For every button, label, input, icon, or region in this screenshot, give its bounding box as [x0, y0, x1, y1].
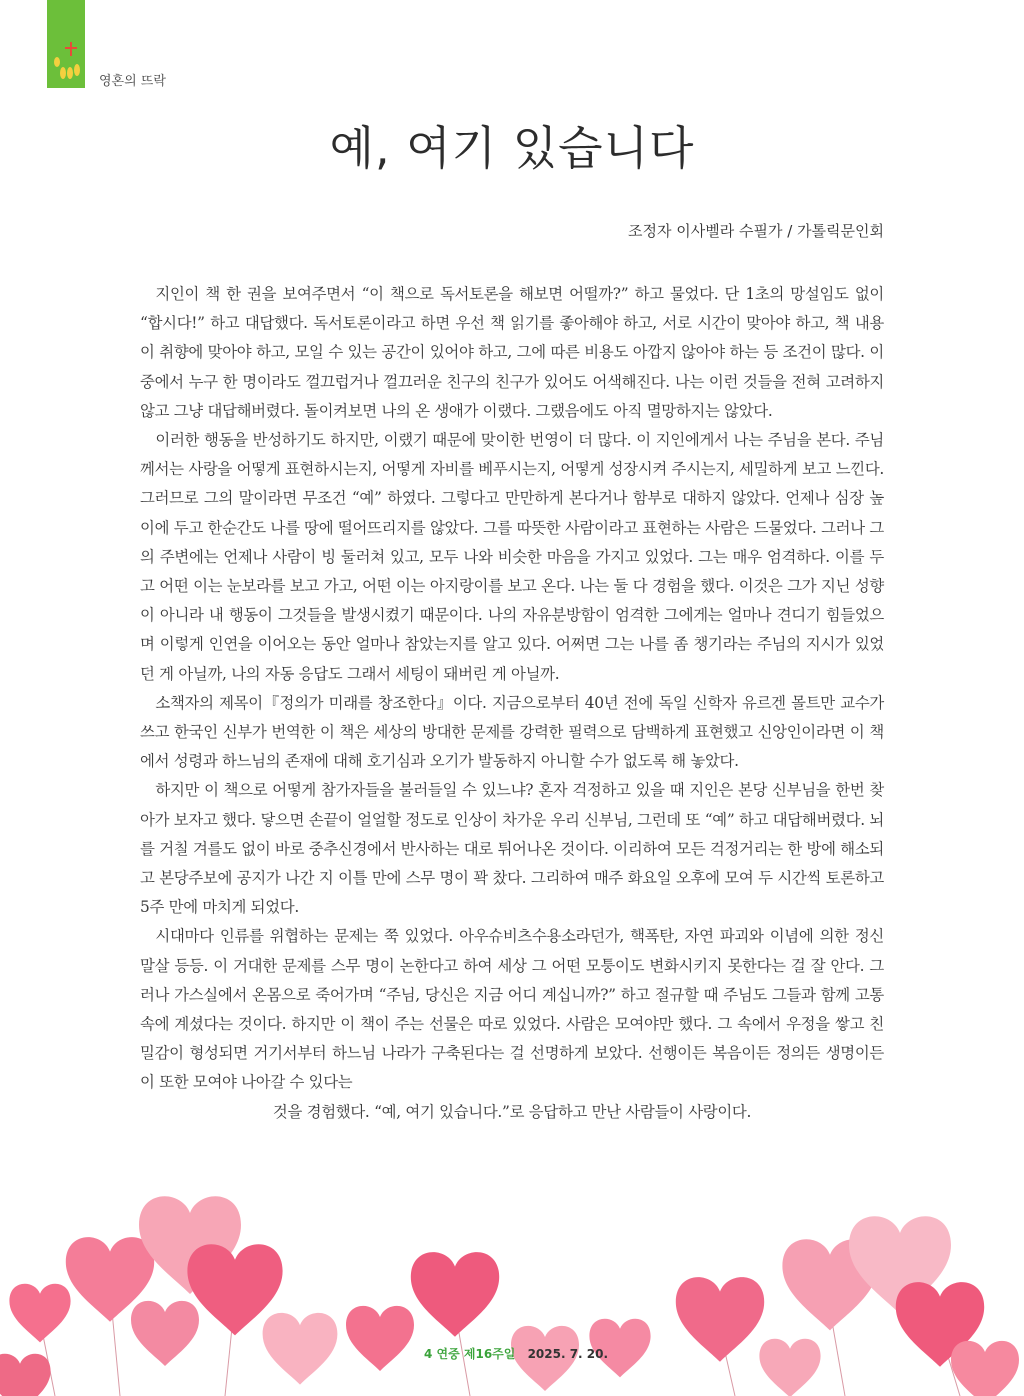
heart-balloon	[0, 1354, 51, 1396]
heart-balloon	[9, 1284, 70, 1343]
article-title: 예, 여기 있습니다	[329, 121, 695, 175]
paragraph: 시대마다 인류를 위협하는 문제는 쭉 있었다. 아우슈비츠수용소라던가, 핵폭탄, 자연 파괴와 이념에 의한 정신 말살 등등. 이 거대한 문제를 스무 명이 논한다고 하여 세상 그 어떤 모퉁이도 변화시키지 못한다는 걸 잘 안다. 그러나 가스실에서 온몸으로 죽어가며 “주님, 당신은 지금 어디 계십니까?” 하고 절규할 때 주님도 그들과 함께 고통 속에 계셨다는 것이다. 하지만 이 책이 주는 선물은 따로 있었다. 사람은 모여야만 했다. 그 속에서 우정을 쌓고 친밀감이 형성되면 거기서부터 하느님 나라가 구축된다는 걸 선명하게 보았다. 선행이든 복음이든 정의든 생명이든 이 또한 모여야 나아갈 수 있다는	[140, 927, 884, 1092]
article-author: 조정자 이사벨라 수필가 / 가톨릭문인회	[628, 222, 884, 240]
heart-balloon	[346, 1306, 414, 1371]
heart-balloon	[263, 1313, 338, 1385]
page-footer	[424, 1345, 608, 1362]
paragraph: 소책자의 제목이『정의가 미래를 창조한다』이다. 지금으로부터 40년 전에 독일 신학자 유르겐 몰트만 교수가 쓰고 한국인 신부가 번역한 이 책은 세상의 방대한 문제를 강력한 필력으로 담백하게 표현했고 신앙인이라면 이 책에서 성령과 하느님의 존재에 대해 호기심과 오기가 발동하지 아니할 수가 없도록 해 놓았다.	[140, 693, 884, 771]
heart-balloon	[759, 1339, 820, 1396]
issue-date: 2025. 7. 20.	[527, 1347, 609, 1361]
closing-line: 것을 경험했다. “예, 여기 있습니다.”로 응답하고 만난 사람들이 사랑이다.	[272, 1102, 752, 1121]
wheat-cross-icon	[47, 40, 85, 88]
heart-balloon	[951, 1341, 1019, 1396]
heart-balloon	[676, 1277, 764, 1362]
paragraph: 하지만 이 책으로 어떻게 참가자들을 불러들일 수 있느냐? 혼자 걱정하고 있을 때 지인은 본당 신부님을 한번 찾아가 보자고 했다. 닿으면 손끝이 얼얼할 정도로 인상이 차가운 우리 신부님, 그런데 또 “예” 하고 대답해버렸다. 뇌를 거칠 겨를도 없이 바로 중추신경에서 반사하는 대로 튀어나온 것이다. 이리하여 모든 걱정거리는 한 방에 해소되고 본당주보에 공지가 나간 지 이틀 만에 스무 명이 꽉 찼다. 그리하여 매주 화요일 오후에 모여 두 시간씩 토론하고 5주 만에 마치게 되었다.	[140, 781, 884, 917]
section-tab	[47, 0, 85, 88]
issue-label: 4 연중 제16주일	[424, 1347, 516, 1361]
heart-balloon	[411, 1252, 499, 1337]
heart-balloons-illustration	[0, 1180, 1024, 1396]
paragraph: 지인이 책 한 권을 보여주면서 “이 책으로 독서토론을 해보면 어떨까?” 하고 물었다. 단 1초의 망설임도 없이 “합시다!” 하고 대답했다. 독서토론이라고 하면 우선 책 읽기를 좋아해야 하고, 서로 시간이 맞아야 하고, 책 내용이 취향에 맞아야 하고, 모일 수 있는 공간이 있어야 하고, 그에 따른 비용도 아깝지 않아야 하는 등 조건이 많다. 이 중에서 누구 한 명이라도 껄끄럽거나 껄끄러운 친구의 친구가 있어도 어색해진다. 나는 이런 것들을 전혀 고려하지 않고 그냥 대답해버렸다. 돌이켜보면 나의 온 생애가 이랬다. 그랬음에도 아직 멸망하지는 않았다.	[140, 285, 884, 420]
article-body	[140, 280, 884, 1127]
heart-balloon	[131, 1301, 199, 1366]
section-label: 영혼의 뜨락	[99, 74, 166, 89]
paragraph: 이러한 행동을 반성하기도 하지만, 이랬기 때문에 맞이한 번영이 더 많다. 이 지인에게서 나는 주님을 본다. 주님께서는 사랑을 어떻게 표현하시는지, 어떻게 자비를 베푸시는지, 어떻게 성장시켜 주시는지, 세밀하게 보고 느낀다. 그러므로 그의 말이라면 무조건 “예” 하였다. 그렇다고 만만하게 본다거나 함부로 대하지 않았다. 언제나 심장 높이에 두고 한순간도 나를 땅에 떨어뜨리지를 않았다. 그를 따뜻한 사람이라고 표현하는 사람은 드물었다. 그러나 그의 주변에는 언제나 사람이 빙 둘러쳐 있고, 모두 나와 비슷한 마음을 가지고 있었다. 그는 매우 엄격하다. 이를 두고 어떤 이는 눈보라를 보고 가고, 어떤 이는 아지랑이를 보고 온다. 나는 둘 다 경험을 했다. 이것은 그가 지닌 성향이 아니라 내 행동이 그것들을 발생시켰기 때문이다. 나의 자유분방함이 엄격한 그에게는 얼마나 견디기 힘들었으며 이렇게 인연을 이어오는 동안 얼마나 참았는지를 알고 있다. 어쩌면 그는 나를 좀 챙기라는 주님의 지시가 있었던 게 아닐까, 나의 자동 응답도 그래서 세팅이 돼버린 게 아닐까.	[140, 431, 884, 683]
